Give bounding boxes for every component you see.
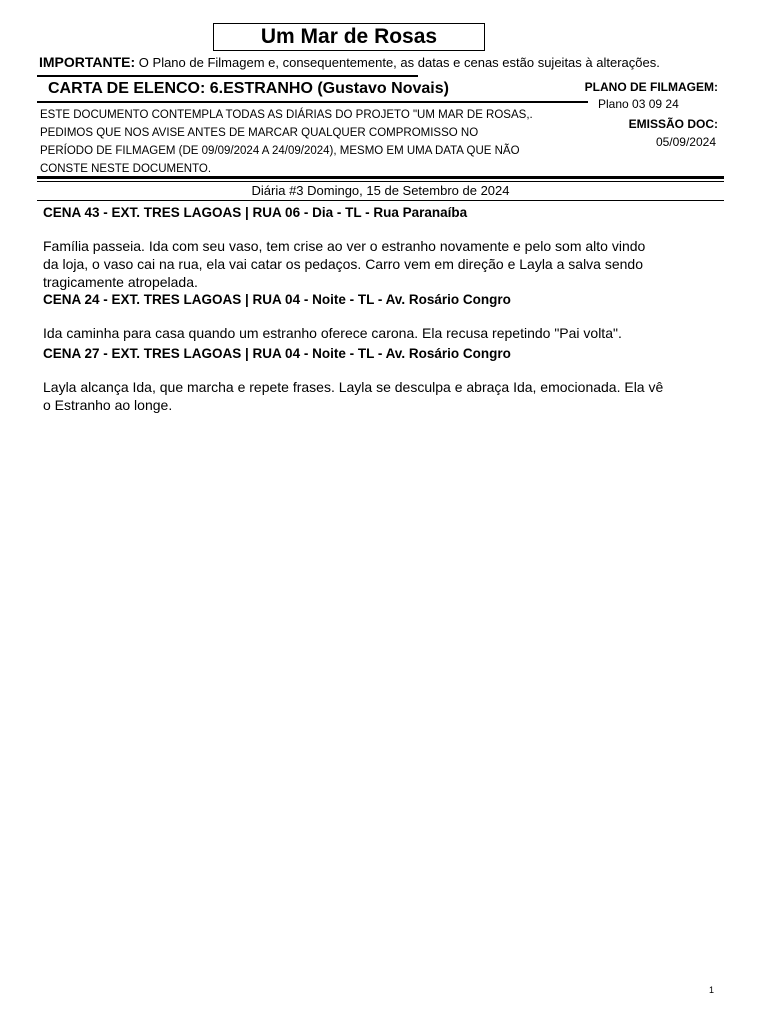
scene-block xyxy=(43,346,723,414)
scene-block xyxy=(43,292,723,342)
important-notice xyxy=(39,54,660,70)
scene-description xyxy=(43,237,723,291)
notice-line: ESTE DOCUMENTO CONTEMPLA TODAS AS DIÁRIAS DO PROJETO "UM MAR DE ROSAS,. xyxy=(40,109,533,121)
notice-line: PEDIMOS QUE NOS AVISE ANTES DE MARCAR QUALQUER COMPROMISSO NO xyxy=(40,127,479,139)
important-label: IMPORTANTE: xyxy=(39,54,136,70)
scene-header: CENA 24 - EXT. TRES LAGOAS | RUA 04 - Noite - TL - Av. Rosário Congro xyxy=(43,292,511,307)
notice-line: PERÍODO DE FILMAGEM (DE 09/09/2024 A 24/09/2024), MESMO EM UMA DATA QUE NÃO xyxy=(40,145,520,157)
issue-date-label: EMISSÃO DOC: xyxy=(628,117,718,131)
scene-desc-line: tragicamente atropelada. xyxy=(43,274,198,290)
important-text: O Plano de Filmagem e, consequentemente, as datas e cenas estão sujeitas à alterações. xyxy=(135,55,660,70)
shooting-plan-value: Plano 03 09 24 xyxy=(598,97,679,111)
shooting-day-header: Diária #3 Domingo, 15 de Setembro de 2024 xyxy=(251,183,510,198)
scene-header: CENA 27 - EXT. TRES LAGOAS | RUA 04 - Noite - TL - Av. Rosário Congro xyxy=(43,346,511,361)
scene-desc-line: Layla alcança Ida, que marcha e repete frases. Layla se desculpa e abraça Ida, emocionada. Ela vê xyxy=(43,379,664,395)
shooting-plan-label: PLANO DE FILMAGEM: xyxy=(584,80,718,94)
project-notice xyxy=(40,106,600,178)
scene-desc-line: o Estranho ao longe. xyxy=(43,397,173,413)
divider-thin xyxy=(37,200,724,201)
scene-description xyxy=(43,324,723,342)
page-number: 1 xyxy=(709,985,715,995)
scene-header: CENA 43 - EXT. TRES LAGOAS | RUA 06 - Dia - TL - Rua Paranaíba xyxy=(43,205,468,220)
scene-description xyxy=(43,378,723,414)
divider-cast-title xyxy=(37,101,588,103)
scene-block xyxy=(43,205,723,291)
divider-top xyxy=(37,75,418,77)
scene-desc-line: Família passeia. Ida com seu vaso, tem crise ao ver o estranho novamente e pelo som alto vindo xyxy=(43,238,646,254)
issue-date-value: 05/09/2024 xyxy=(655,135,716,149)
notice-line: CONSTE NESTE DOCUMENTO. xyxy=(40,163,212,175)
divider-thick xyxy=(37,176,724,179)
scene-desc-line: da loja, o vaso cai na rua, ela vai catar os pedaços. Carro vem em direção e Layla a salva sendo xyxy=(43,256,643,272)
document-title: Um Mar de Rosas xyxy=(213,23,485,51)
cast-sheet-title: CARTA DE ELENCO: 6.ESTRANHO (Gustavo Novais) xyxy=(48,80,449,97)
scene-desc-line: Ida caminha para casa quando um estranho oferece carona. Ela recusa repetindo "Pai volta". xyxy=(43,325,622,341)
